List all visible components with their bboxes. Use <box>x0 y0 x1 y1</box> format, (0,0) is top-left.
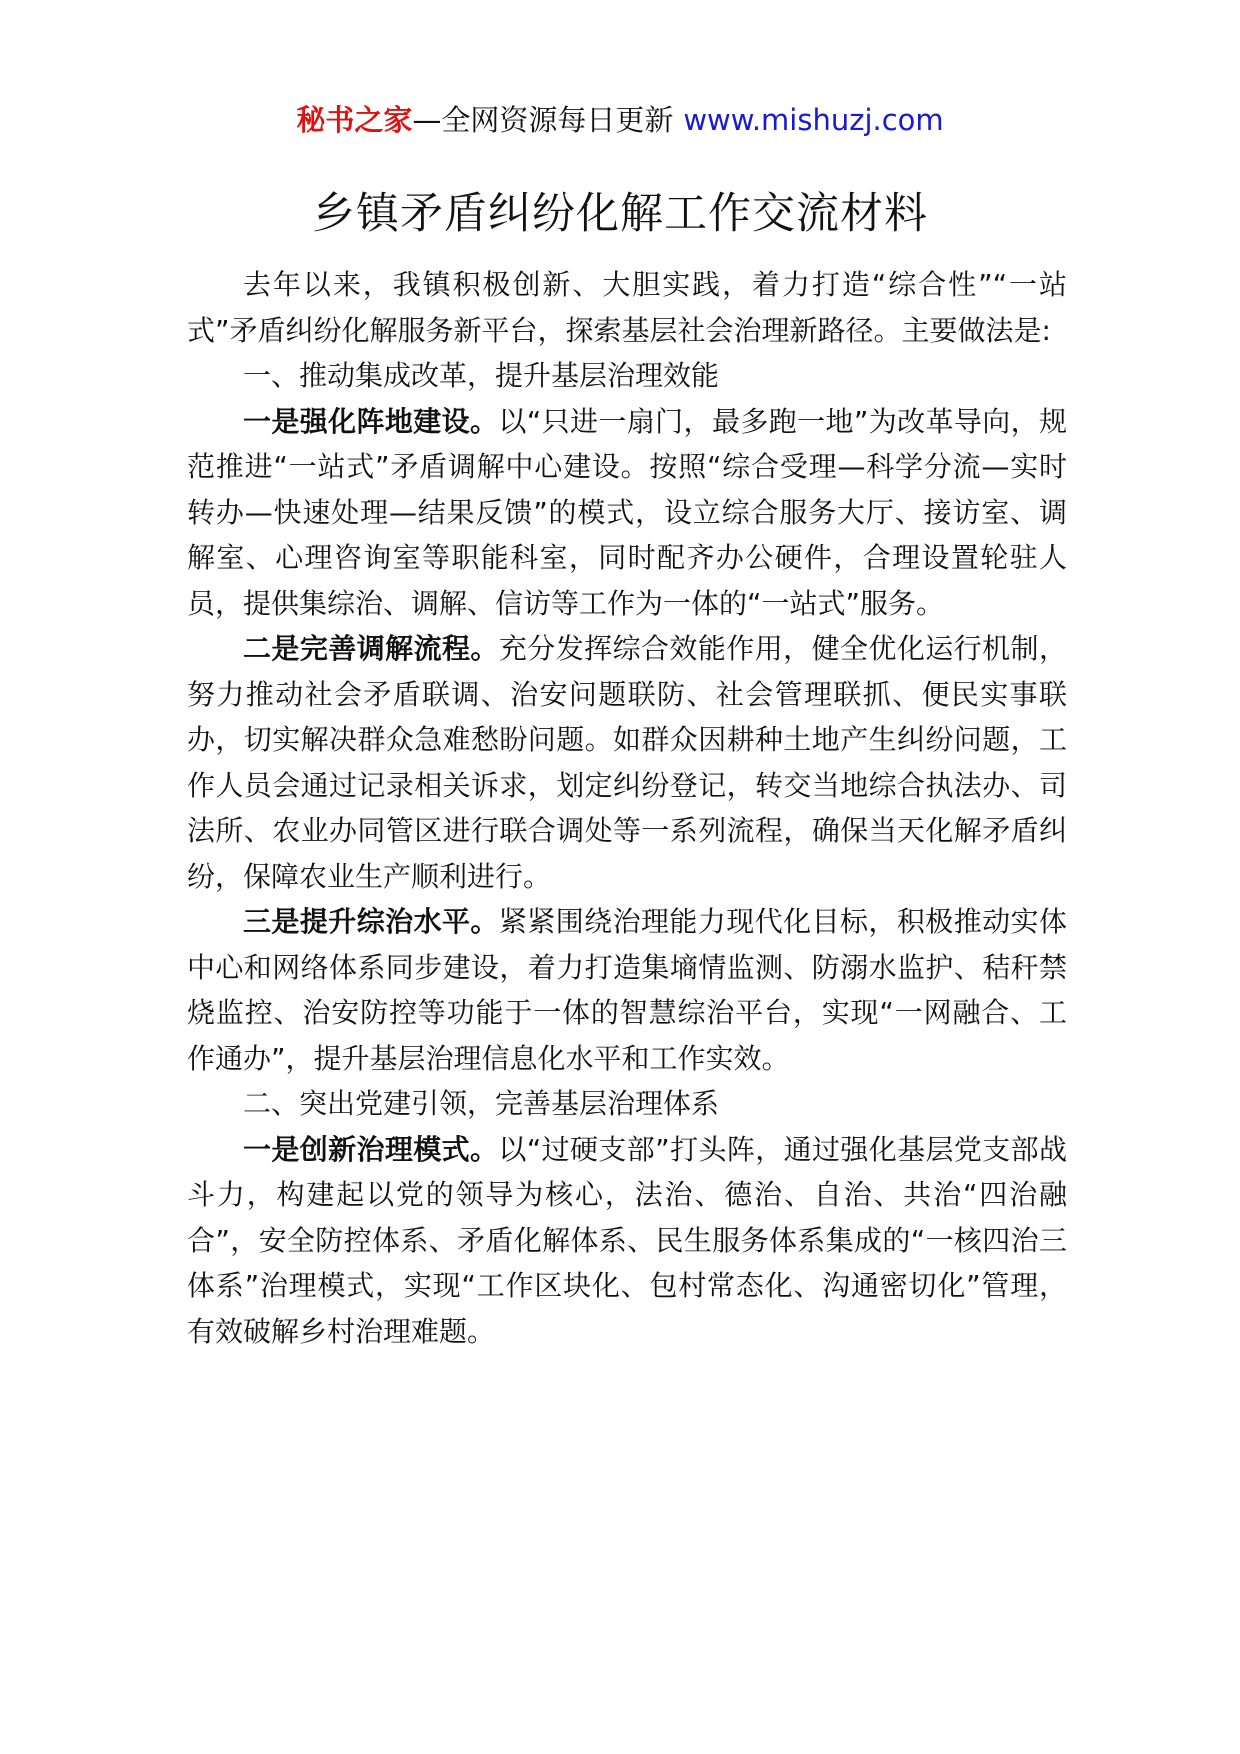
section1-item-1 <box>187 399 1067 627</box>
item-lead: 一是创新治理模式。 <box>243 1132 499 1166</box>
section2-item-1 <box>187 1127 1067 1355</box>
item-text: 以“过硬支部”打头阵，通过强化基层党支部战斗力，构建起以党的领导为核心，法治、德治、自治、共治“四治融合”，安全防控体系、矛盾化解体系、民生服务体系集成的“一核四治三体系”治理模式，实现“工作区块化、包村常态化、沟通密切化”管理，有效破解乡村治理难题。 <box>187 1132 1067 1348</box>
site-header <box>0 100 1240 140</box>
brand-name: 秘书之家 <box>296 103 413 137</box>
item-text: 以“只进一扇门，最多跑一地”为改革导向，规范推进“一站式”矛盾调解中心建设。按照“综合受理—科学分流—实时转办—快速处理—结果反馈”的模式，设立综合服务大厅、接访室、调解室、心理咨询室等职能科室，同时配齐办公硬件，合理设置轮驻人员，提供集综治、调解、信访等工作为一体的“一站式”服务。 <box>187 404 1067 620</box>
item-lead: 二是完善调解流程。 <box>243 632 499 665</box>
section-heading-2: 二、突出党建引领，完善基层治理体系 <box>243 1087 720 1120</box>
header-url: www.mishuzj.com <box>683 103 944 137</box>
item-lead: 三是提升综治水平。 <box>243 905 499 938</box>
item-lead: 一是强化阵地建设。 <box>243 404 499 438</box>
intro-paragraph: 去年以来，我镇积极创新、大胆实践，着力打造“综合性”“一站式”矛盾纠纷化解服务新平台，探索基层社会治理新路径。主要做法是: <box>187 268 1067 347</box>
header-tagline: —全网资源每日更新 <box>412 103 674 137</box>
section1-item-3 <box>187 899 1067 1081</box>
item-text: 充分发挥综合效能作用，健全优化运行机制，努力推动社会矛盾联调、治安问题联防、社会管理联抓、便民实事联办，切实解决群众急难愁盼问题。如群众因耕种土地产生纠纷问题，工作人员会通过记录相关诉求，划定纠纷登记，转交当地综合执法办、司法所、农业办同管区进行联合调处等一系列流程，确保当天化解矛盾纠纷，保障农业生产顺利进行。 <box>187 632 1067 893</box>
item-text: 紧紧围绕治理能力现代化目标，积极推动实体中心和网络体系同步建设，着力打造集墒情监测、防溺水监护、秸秆禁烧监控、治安防控等功能于一体的智慧综治平台，实现“一网融合、工作通办”，提升基层治理信息化水平和工作实效。 <box>187 905 1067 1075</box>
section1-item-2 <box>187 626 1067 899</box>
document-title: 乡镇矛盾纠纷化解工作交流材料 <box>312 189 928 239</box>
section-heading-1: 一、推动集成改革，提升基层治理效能 <box>243 359 720 392</box>
document-body <box>187 262 1067 1354</box>
